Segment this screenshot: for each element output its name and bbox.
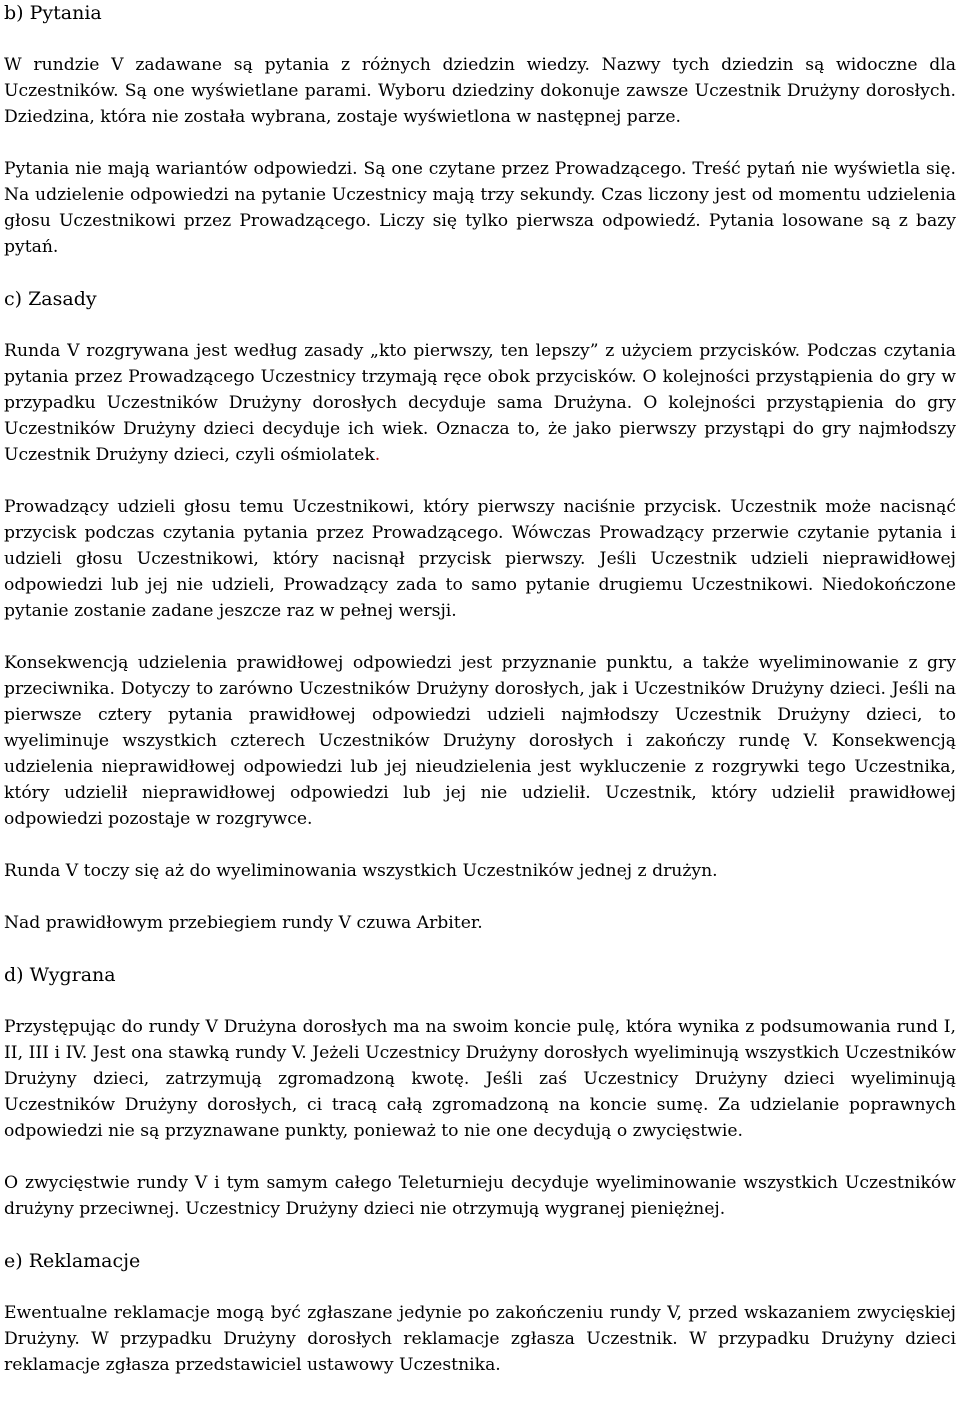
- section-heading-reklamacje: e) Reklamacje: [4, 1250, 141, 1272]
- paragraph-zasady-4: Runda V toczy się aż do wyeliminowania wszystkich Uczestników jednej z drużyn.: [4, 861, 718, 881]
- paragraph-zasady-5: Nad prawidłowym przebiegiem rundy V czuwa Arbiter.: [4, 913, 483, 933]
- paragraph-zasady-1: [4, 338, 956, 468]
- paragraph-zasady-2: Prowadzący udzieli głosu temu Uczestnikowi, który pierwszy naciśnie przycisk. Uczestnik może nacisnąć przycisk podczas czytania pytania przez Prowadzącego. Wówczas Prowadzący przerwie czytanie pytania i udzieli głosu Uczestnikowi, który nacisnął przycisk pierwszy. Jeśli Uczestnik udzieli nieprawidłowej odpowiedzi lub jej nie udzieli, Prowadzący zada to samo pytanie drugiemu Uczestnikowi. Niedokończone pytanie zostanie zadane jeszcze raz w pełnej wersji.: [4, 497, 956, 621]
- paragraph-wygrana-2: O zwycięstwie rundy V i tym samym całego Teleturnieju decyduje wyeliminowanie wszystkich Uczestników drużyny przeciwnej. Uczestnicy Drużyny dzieci nie otrzymują wygranej pieniężnej.: [4, 1173, 956, 1219]
- paragraph-pytania-2: Pytania nie mają wariantów odpowiedzi. Są one czytane przez Prowadzącego. Treść pytań nie wyświetla się. Na udzielenie odpowiedzi na pytanie Uczestnicy mają trzy sekundy. Czas liczony jest od momentu udzielenia głosu Uczestnikowi przez Prowadzącego. Liczy się tylko pierwsza odpowiedź. Pytania losowane są z bazy pytań.: [4, 159, 956, 257]
- section-heading-wygrana: d) Wygrana: [4, 964, 116, 986]
- document-page: [4, 0, 956, 1378]
- paragraph-reklamacje-1: Ewentualne reklamacje mogą być zgłaszane jedynie po zakończeniu rundy V, przed wskazaniem zwycięskiej Drużyny. W przypadku Drużyny dorosłych reklamacje zgłasza Uczestnik. W przypadku Drużyny dzieci reklamacje zgłasza przedstawiciel ustawowy Uczestnika.: [4, 1303, 956, 1375]
- paragraph-pytania-1: W rundzie V zadawane są pytania z różnych dziedzin wiedzy. Nazwy tych dziedzin są widoczne dla Uczestników. Są one wyświetlane parami. Wyboru dziedziny dokonuje zawsze Uczestnik Drużyny dorosłych. Dziedzina, która nie została wybrana, zostaje wyświetlona w następnej parze.: [4, 55, 956, 127]
- paragraph-zasady-3: Konsekwencją udzielenia prawidłowej odpowiedzi jest przyznanie punktu, a także wyeliminowanie z gry przeciwnika. Dotyczy to zarówno Uczestników Drużyny dorosłych, jak i Uczestników Drużyny dzieci. Jeśli na pierwsze cztery pytania prawidłowej odpowiedzi udzieli najmłodszy Uczestnik Drużyny dzieci, to wyeliminuje wszystkich czterech Uczestników Drużyny dorosłych i zakończy rundę V. Konsekwencją udzielenia nieprawidłowej odpowiedzi lub jej nieudzielenia jest wykluczenie z rozgrywki tego Uczestnika, który udzielił nieprawidłowej odpowiedzi lub jej nie udzielił. Uczestnik, który udzielił prawidłowej odpowiedzi pozostaje w rozgrywce.: [4, 653, 956, 829]
- paragraph-zasady-1-end: .: [374, 445, 381, 465]
- paragraph-zasady-1-text: Runda V rozgrywana jest według zasady „kto pierwszy, ten lepszy” z użyciem przycisków. Podczas czytania pytania przez Prowadzącego Uczestnicy trzymają ręce obok przycisków. O kolejności przystąpienia do gry w przypadku Uczestników Drużyny dorosłych decyduje sama Drużyna. O kolejności przystąpienia do gry Uczestników Drużyny dzieci decyduje ich wiek. Oznacza to, że jako pierwszy przystąpi do gry najmłodszy Uczestnik Drużyny dzieci, czyli ośmiolatek: [4, 341, 956, 465]
- section-heading-pytania: b) Pytania: [4, 2, 102, 24]
- section-heading-zasady: c) Zasady: [4, 288, 97, 310]
- paragraph-wygrana-1: Przystępując do rundy V Drużyna dorosłych ma na swoim koncie pulę, która wynika z podsumowania rund I, II, III i IV. Jest ona stawką rundy V. Jeżeli Uczestnicy Drużyny dorosłych wyeliminują wszystkich Uczestników Drużyny dzieci, zatrzymują zgromadzoną kwotę. Jeśli zaś Uczestnicy Drużyny dzieci wyeliminują Uczestników Drużyny dorosłych, ci tracą całą zgromadzoną na koncie sumę. Za udzielanie poprawnych odpowiedzi nie są przyznawane punkty, ponieważ to nie one decydują o zwycięstwie.: [4, 1017, 956, 1141]
